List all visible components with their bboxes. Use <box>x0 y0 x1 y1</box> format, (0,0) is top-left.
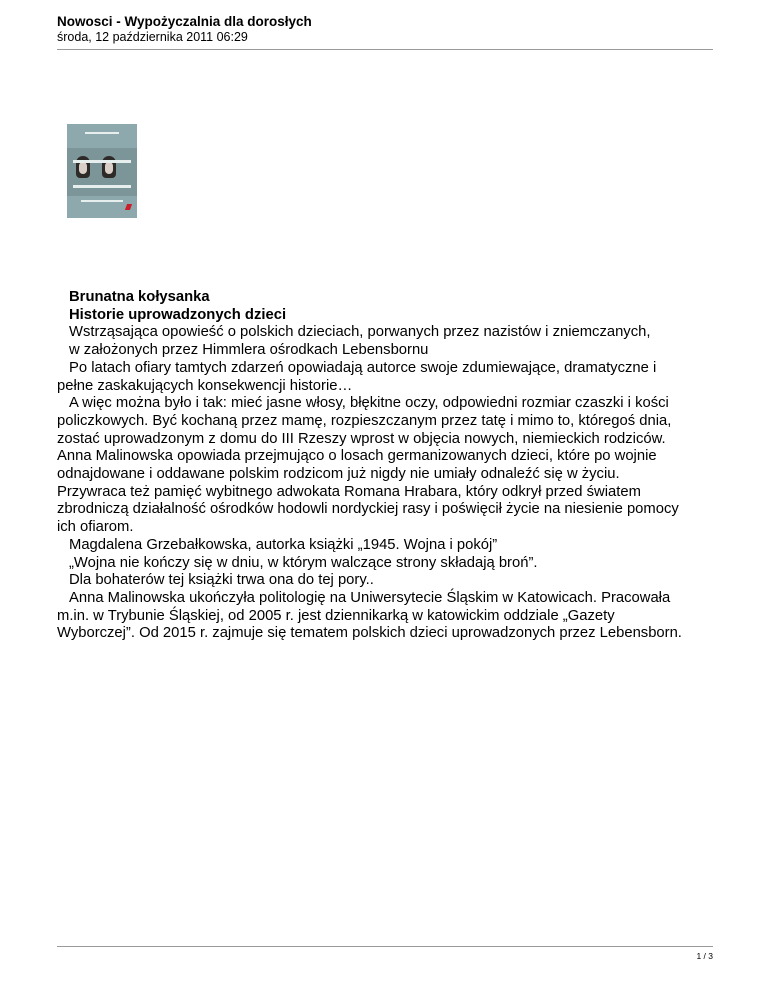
page-title: Nowosci - Wypożyczalnia dla dorosłych <box>57 14 312 29</box>
paragraph-line: zbrodniczą działalność ośrodków hodowli nordyckiej rasy i poświęcił życie na niesienie pomocy <box>57 501 679 518</box>
cover-subtitle-line <box>81 200 123 202</box>
paragraph-line: pełne zaskakujących konsekwencji historie… <box>57 377 353 394</box>
paragraph-line: policzkowych. Być kochaną przez mamę, rozpieszczanym przez tatę i mimo to, któregoś dnia, <box>57 412 672 429</box>
paragraph-line: A więc można było i tak: mieć jasne włosy, błękitne oczy, odpowiedni rozmiar czaszki i kości <box>69 395 669 412</box>
cover-title-line-2 <box>73 185 131 188</box>
article-body <box>57 289 713 643</box>
quote-text: „Wojna nie kończy się w dniu, w którym walczące strony składają broń”. <box>69 554 538 571</box>
quote-author: Magdalena Grzebałkowska, autorka książki „1945. Wojna i pokój” <box>69 536 498 553</box>
book-title: Brunatna kołysanka <box>69 289 210 305</box>
paragraph-line: ich ofiarom. <box>57 519 134 536</box>
author-bio-line: Anna Malinowska ukończyła politologię na Uniwersytecie Śląskim w Katowicach. Pracowała <box>69 589 671 606</box>
quote-text: Dla bohaterów tej książki trwa ona do tej pory.. <box>69 572 374 589</box>
lead-line: w założonych przez Himmlera ośrodkach Lebensbornu <box>69 342 429 359</box>
paragraph-line: Przywraca też pamięć wybitnego adwokata Romana Hrabara, który odkrył przed światem <box>57 483 641 500</box>
cover-title-line-1 <box>73 160 131 163</box>
book-subtitle: Historie uprowadzonych dzieci <box>69 306 287 323</box>
paragraph-line: Po latach ofiary tamtych zdarzeń opowiadają autorce swoje zdumiewające, dramatyczne i <box>69 359 657 376</box>
cover-author-line <box>85 132 119 134</box>
paragraph-line: Anna Malinowska opowiada przejmująco o losach germanizowanych dzieci, które po wojnie <box>57 448 657 465</box>
page-header <box>57 14 713 45</box>
author-bio-line: m.in. w Trybunie Śląskiej, od 2005 r. jest dziennikarką w katowickim oddziale „Gazety <box>57 607 615 624</box>
header-divider <box>57 49 713 50</box>
author-bio-line: Wyborczej”. Od 2015 r. zajmuje się tematem polskich dzieci uprowadzonych przez Lebensborn. <box>57 625 682 642</box>
publish-date: środa, 12 października 2011 06:29 <box>57 30 248 44</box>
book-cover-image <box>67 124 137 218</box>
paragraph-line: odnajdowane i oddawane polskim rodzicom już nigdy nie umiały odnaleźć się w życiu. <box>57 466 620 483</box>
lead-line: Wstrząsająca opowieść o polskich dzieciach, porwanych przez nazistów i zniemczanych, <box>69 324 651 341</box>
publisher-logo-icon <box>125 204 132 210</box>
footer-divider <box>57 946 713 947</box>
page-number: 1 / 3 <box>696 951 713 961</box>
paragraph-line: zostać uprowadzonym z domu do III Rzeszy wprost w objęcia nowych, niemieckich rodziców. <box>57 430 666 447</box>
